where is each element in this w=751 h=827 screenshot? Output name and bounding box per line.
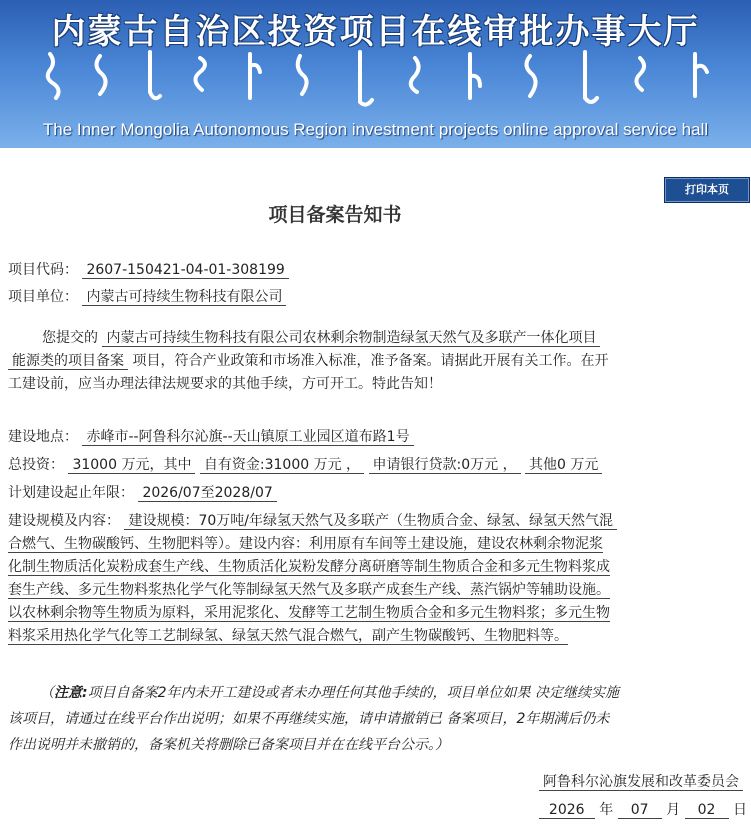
notice-warning <box>8 680 746 758</box>
note-label: 注意: <box>54 685 88 701</box>
notice-line3: 工建设前，应当办理法律法规要求的其他手续，方可开工。特此告知！ <box>8 376 442 392</box>
header-title-cn: 内蒙古自治区投资项目在线审批办事大厅 <box>51 12 700 52</box>
mongolian-script-logo <box>30 46 730 114</box>
scale-label: 建设规模及内容： <box>8 513 120 529</box>
investment-value: 31000 万元，其中 <box>68 457 195 474</box>
note-line-2: 该项目，请通过在线平台作出说明；如果不再继续实施，请申请撤销已 备案项目，2年期满后仍未 <box>8 711 610 727</box>
note-line-1: 项目自备案2年内未开工建设或者未办理任何其他手续的，项目单位如果 决定继续实施 <box>87 685 619 701</box>
scale-line-5: 料浆采用热化学气化等工艺制绿氢、绿氢天然气混合燃气，副产生物碳酸钙、生物肥料等。 <box>8 628 568 644</box>
investment-row <box>8 455 602 475</box>
date-day: 02 <box>685 802 729 819</box>
project-code-label: 项目代码： <box>8 262 78 278</box>
notice-project-name: 内蒙古可持续生物科技有限公司农林剩余物制造绿氢天然气及多联产一体化项目 <box>102 330 600 347</box>
note-line-3: 作出说明并未撤销的，备案机关将删除已备案项目并在在线平台公示。） <box>8 737 449 753</box>
period-label: 计划建设起止年限： <box>8 485 134 501</box>
header-banner <box>0 0 751 148</box>
scale-content-block <box>8 510 748 648</box>
investment-other: 其他0 万元 <box>525 457 602 474</box>
header-title-en: The Inner Mongolia Autonomous Region investment projects online approval service hall <box>42 120 709 139</box>
print-button[interactable]: 打印本页 <box>664 177 750 203</box>
location-value: 赤峰市--阿鲁科尔沁旗--天山镇原工业园区道布路1号 <box>82 429 413 446</box>
scale-line-3: 套生产线、多元生物料浆热化学气化等制绿氢天然气及多联产成套生产线、蒸汽锅炉等辅助设施。 <box>8 582 610 598</box>
investment-label: 总投资： <box>8 457 64 473</box>
notice-category: 能源类的项目备案 <box>8 353 128 370</box>
project-unit-value: 内蒙古可持续生物科技有限公司 <box>82 289 286 306</box>
investment-bank-loan: 申请银行贷款:0万元 ， <box>369 457 521 474</box>
location-row <box>8 427 414 447</box>
document-title: 项目备案告知书 <box>268 204 402 226</box>
date-year: 2026 <box>539 802 595 819</box>
notice-prefix: 您提交的 <box>42 330 98 346</box>
notice-paragraph <box>8 327 748 396</box>
scale-line-2: 化制生物质活化炭粉成套生产线、生物质活化炭粉发酵分离研磨等制生物质合金和多元生物料浆成 <box>8 559 610 575</box>
period-row <box>8 483 277 503</box>
scale-line-1: 合燃气、生物碳酸钙、生物肥料等）。建设内容：利用原有车间等土建设施，建设农林剩余物泥浆 <box>8 536 603 552</box>
notice-line2: 项目，符合产业政策和市场准入标准，准予备案。请据此开展有关工作。在开 <box>132 353 609 369</box>
date-year-unit: 年 <box>599 802 614 818</box>
date-month-unit: 月 <box>666 802 681 818</box>
signer-name: 阿鲁科尔沁旗发展和改革委员会 <box>539 774 743 791</box>
date-day-unit: 日 <box>733 802 747 818</box>
date-month: 07 <box>618 802 662 819</box>
scale-line-0: 建设规模：70万吨/年绿氢天然气及多联产（生物质合金、绿氢、绿氢天然气混 <box>124 513 617 530</box>
project-code-value: 2607-150421-04-01-308199 <box>82 262 288 279</box>
location-label: 建设地点： <box>8 429 78 445</box>
scale-line-4: 以农林剩余物等生物质为原料，采用泥浆化、发酵等工艺制生物质合金和多元生物料浆；多元生物 <box>8 605 610 621</box>
period-value: 2026/07至2028/07 <box>138 485 276 502</box>
issue-date <box>539 799 747 819</box>
signer <box>539 771 743 791</box>
project-unit-label: 项目单位： <box>8 289 78 305</box>
note-open-paren: （ <box>40 685 54 701</box>
project-code-row <box>8 260 289 280</box>
project-unit-row <box>8 287 286 307</box>
investment-own-funds: 自有资金:31000 万元 ， <box>200 457 364 474</box>
